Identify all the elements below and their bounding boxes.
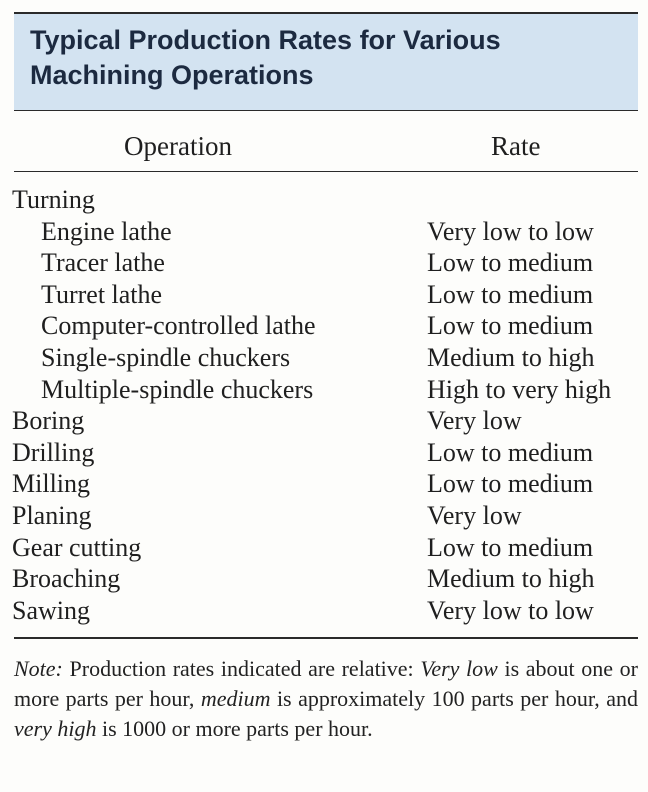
operation-cell: Milling (12, 469, 91, 499)
rate-cell: Medium to high (427, 342, 595, 372)
table-row (12, 405, 638, 437)
rate-cell: Low to medium (427, 532, 594, 562)
operation-cell: Gear cutting (12, 532, 142, 562)
rate-cell: Very low to low (427, 595, 594, 625)
operation-cell: Broaching (12, 564, 121, 594)
note-label: Note: (14, 656, 63, 681)
table-row (12, 437, 638, 469)
table-row (12, 374, 638, 406)
operation-cell: Sawing (12, 595, 90, 625)
note-text: is 1000 or more parts per hour. (96, 716, 373, 741)
table-row (12, 468, 638, 500)
rate-cell: Very low (427, 406, 522, 436)
table-row (12, 595, 638, 627)
table-row (12, 247, 638, 279)
title-band (14, 14, 638, 111)
rate-cell: Low to medium (427, 248, 594, 278)
note-emphasis: medium (200, 686, 271, 711)
rate-cell: Low to medium (427, 311, 594, 341)
note-emphasis: very high (14, 716, 97, 741)
table-header (14, 114, 638, 172)
operation-cell: Turret lathe (41, 279, 163, 309)
operation-cell: Boring (12, 406, 85, 436)
table-row (12, 310, 638, 342)
rate-cell: Low to medium (427, 437, 594, 467)
rate-cell: Low to medium (427, 279, 594, 309)
table-row (12, 563, 638, 595)
operation-cell: Multiple-spindle chuckers (41, 374, 314, 404)
operation-cell: Drilling (12, 437, 95, 467)
table-note (14, 654, 638, 744)
column-header-rate: Rate (491, 131, 541, 161)
rate-cell: Medium to high (427, 564, 595, 594)
note-text: is approximately 100 parts per hour, and (270, 686, 638, 711)
operation-cell: Engine lathe (41, 216, 172, 246)
operation-cell: Planing (12, 500, 92, 530)
table-row (12, 184, 638, 216)
bottom-rule (14, 637, 638, 639)
rate-cell: High to very high (427, 374, 612, 404)
note-emphasis: Very low (420, 656, 498, 681)
table-row (12, 342, 638, 374)
table-row (12, 532, 638, 564)
operation-cell: Turning (12, 185, 95, 214)
rate-cell: Very low (427, 500, 522, 530)
column-header-operation: Operation (124, 131, 232, 161)
rate-cell: Very low to low (427, 216, 594, 246)
table-row (12, 279, 638, 311)
operation-cell: Tracer lathe (41, 248, 165, 278)
note-text: is about one or more parts per hour, (14, 656, 638, 711)
table-row (12, 500, 638, 532)
table-body (12, 184, 638, 626)
rate-cell: Low to medium (427, 469, 594, 499)
note-text: Production rates indicated are relative: (62, 656, 421, 681)
table-row (12, 216, 638, 248)
operation-cell: Computer-controlled lathe (41, 311, 316, 341)
operation-cell: Single-spindle chuckers (41, 342, 291, 372)
table-title: Typical Production Rates for Various Machining Operations (30, 25, 501, 90)
